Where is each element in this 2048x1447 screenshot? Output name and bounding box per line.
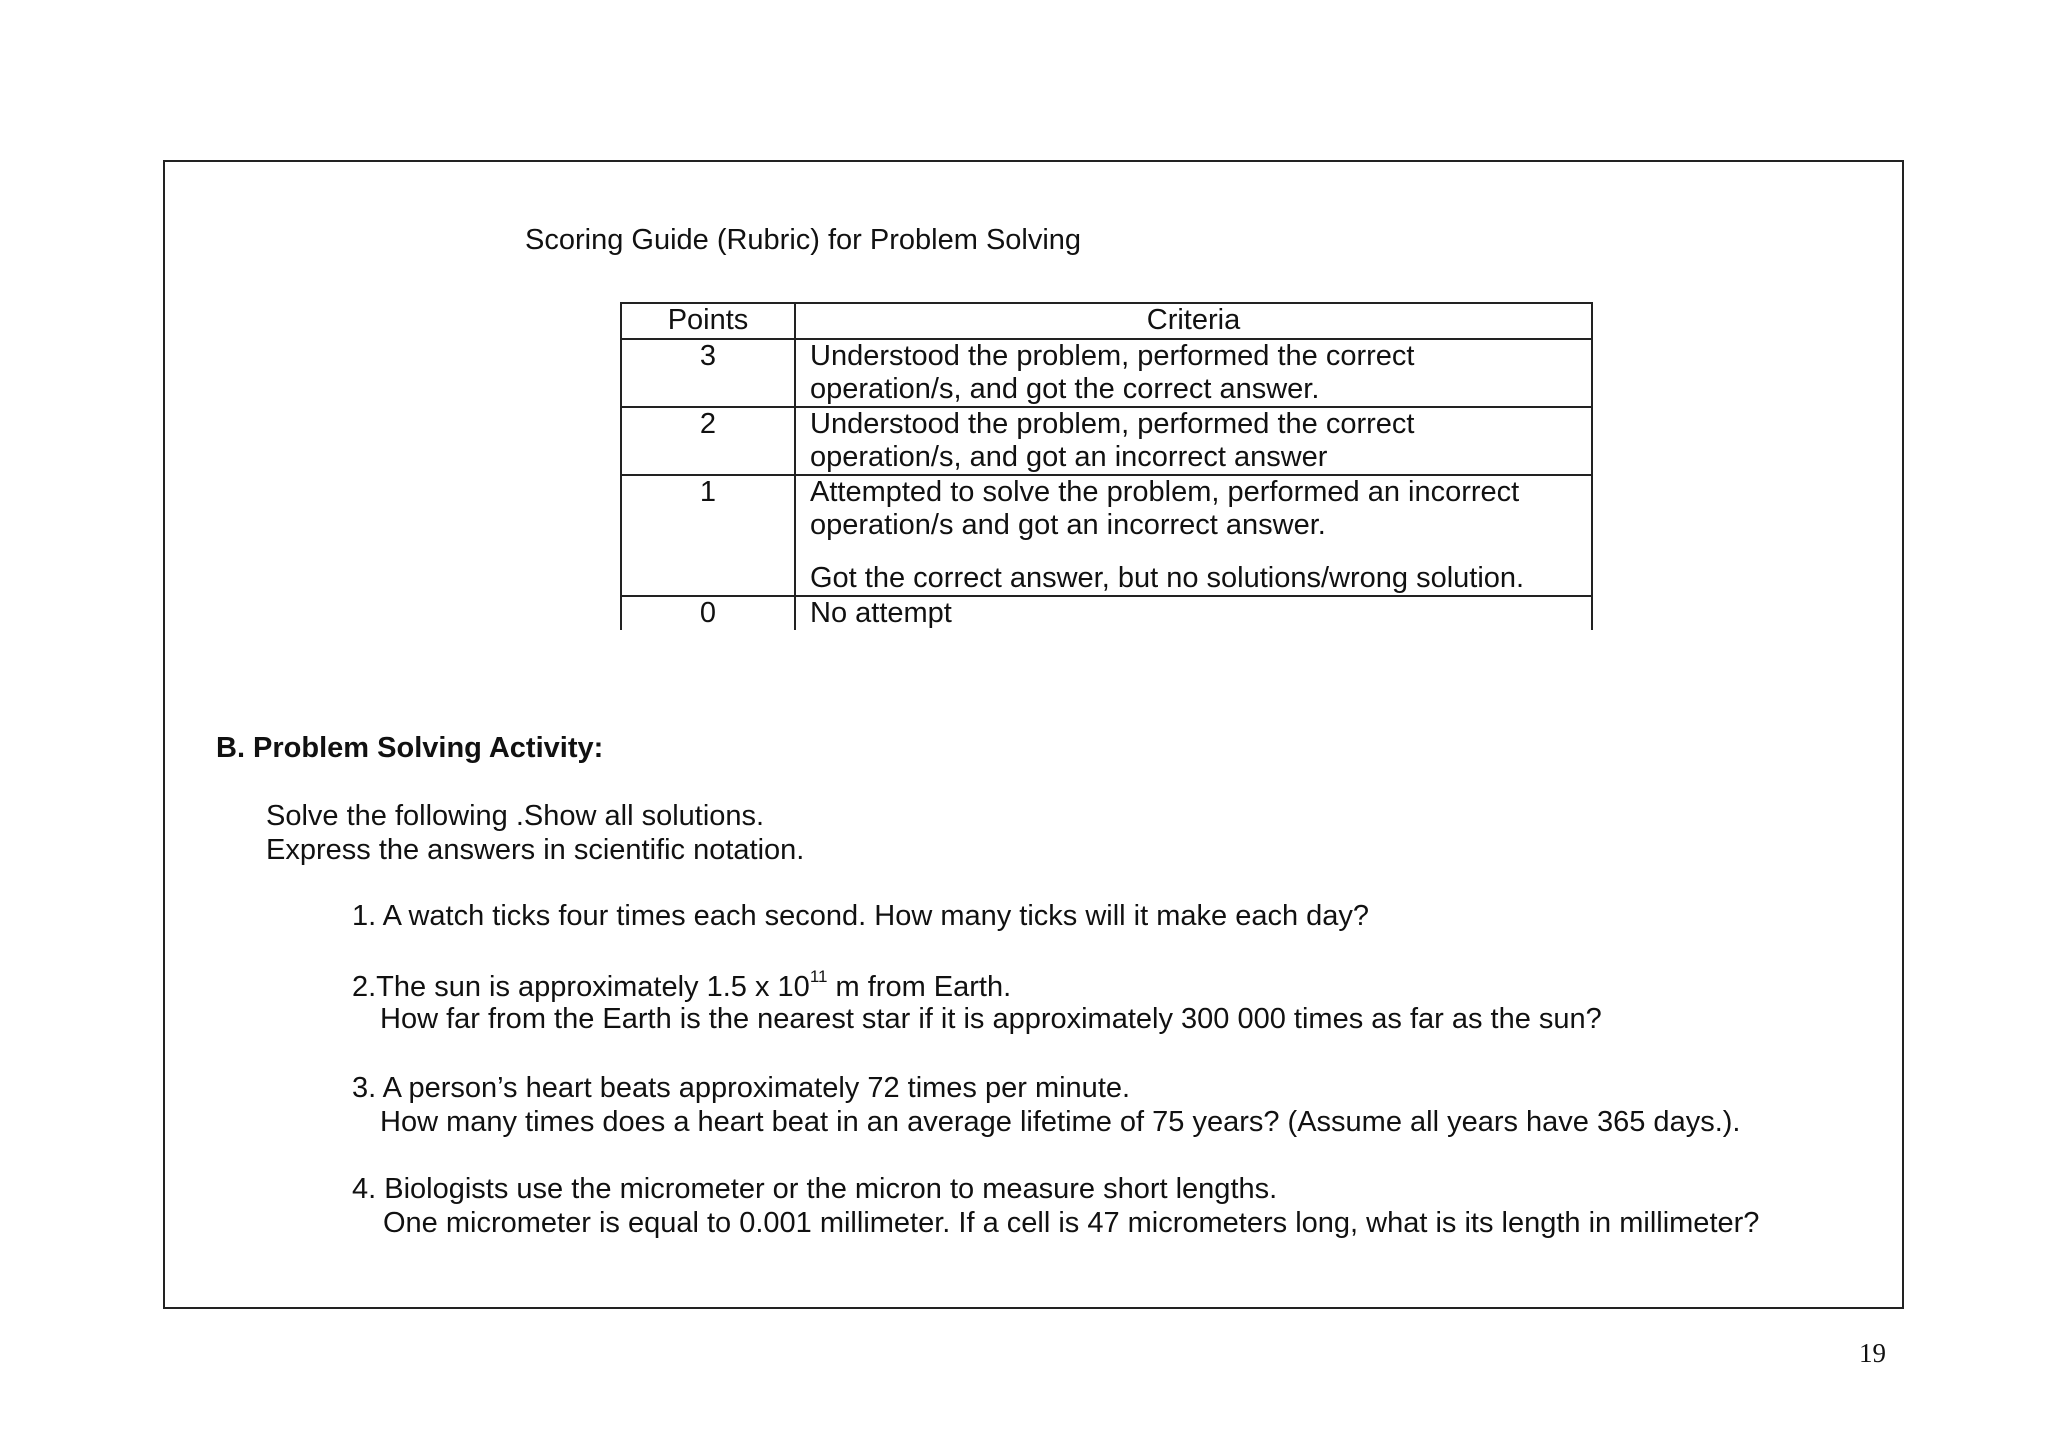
criteria-line: Attempted to solve the problem, performed an incorrect	[810, 476, 1520, 508]
instruction-line: Solve the following .Show all solutions.	[266, 800, 765, 832]
criteria-line: Understood the problem, performed the correct	[810, 408, 1415, 440]
page-number: 19	[1859, 1338, 1886, 1368]
criteria-line: Understood the problem, performed the correct	[810, 340, 1415, 372]
problem-2-unit: m from Earth.	[827, 971, 1012, 1003]
problem-2-text: 2.The sun is approximately 1.5 x 10	[352, 971, 810, 1003]
table-row	[621, 475, 1592, 596]
problem-2-line-2: How far from the Earth is the nearest star if it is approximately 300 000 times as far as the sun?	[380, 1003, 1602, 1035]
points-cell: 0	[621, 596, 795, 630]
points-header: Points	[621, 303, 795, 339]
criteria-header: Criteria	[795, 303, 1592, 339]
points-cell: 3	[621, 339, 795, 407]
criteria-cell	[795, 339, 1592, 407]
points-cell: 1	[621, 475, 795, 596]
problem-1: 1. A watch ticks four times each second. How many ticks will it make each day?	[352, 900, 1370, 932]
problem-2-line-1	[352, 967, 1011, 1004]
criteria-line: Got the correct answer, but no solutions/wrong solution.	[810, 562, 1525, 594]
criteria-line: operation/s and got an incorrect answer.	[810, 509, 1326, 541]
criteria-cell	[795, 596, 1592, 630]
criteria-line: operation/s, and got the correct answer.	[810, 373, 1320, 405]
table-row	[621, 339, 1592, 407]
section-heading: B. Problem Solving Activity:	[216, 732, 604, 764]
problem-4-line-2: One micrometer is equal to 0.001 millimeter. If a cell is 47 micrometers long, what is its length in millimeter?	[383, 1207, 1760, 1239]
criteria-line: operation/s, and got an incorrect answer	[810, 441, 1328, 473]
criteria-line: No attempt	[810, 597, 952, 629]
problem-3-line-2: How many times does a heart beat in an average lifetime of 75 years? (Assume all years have 365 days.).	[380, 1106, 1741, 1138]
points-cell: 2	[621, 407, 795, 475]
table-header-row	[621, 303, 1592, 339]
problem-3-line-1: 3. A person’s heart beats approximately 72 times per minute.	[352, 1072, 1131, 1104]
problem-4-line-1: 4. Biologists use the micrometer or the micron to measure short lengths.	[352, 1173, 1278, 1205]
criteria-cell	[795, 407, 1592, 475]
rubric-table	[620, 302, 1593, 630]
instruction-line: Express the answers in scientific notation.	[266, 834, 805, 866]
rubric-title: Scoring Guide (Rubric) for Problem Solving	[525, 224, 1082, 256]
criteria-cell	[795, 475, 1592, 596]
table-row	[621, 596, 1592, 630]
exponent: 11	[809, 967, 828, 986]
table-row	[621, 407, 1592, 475]
